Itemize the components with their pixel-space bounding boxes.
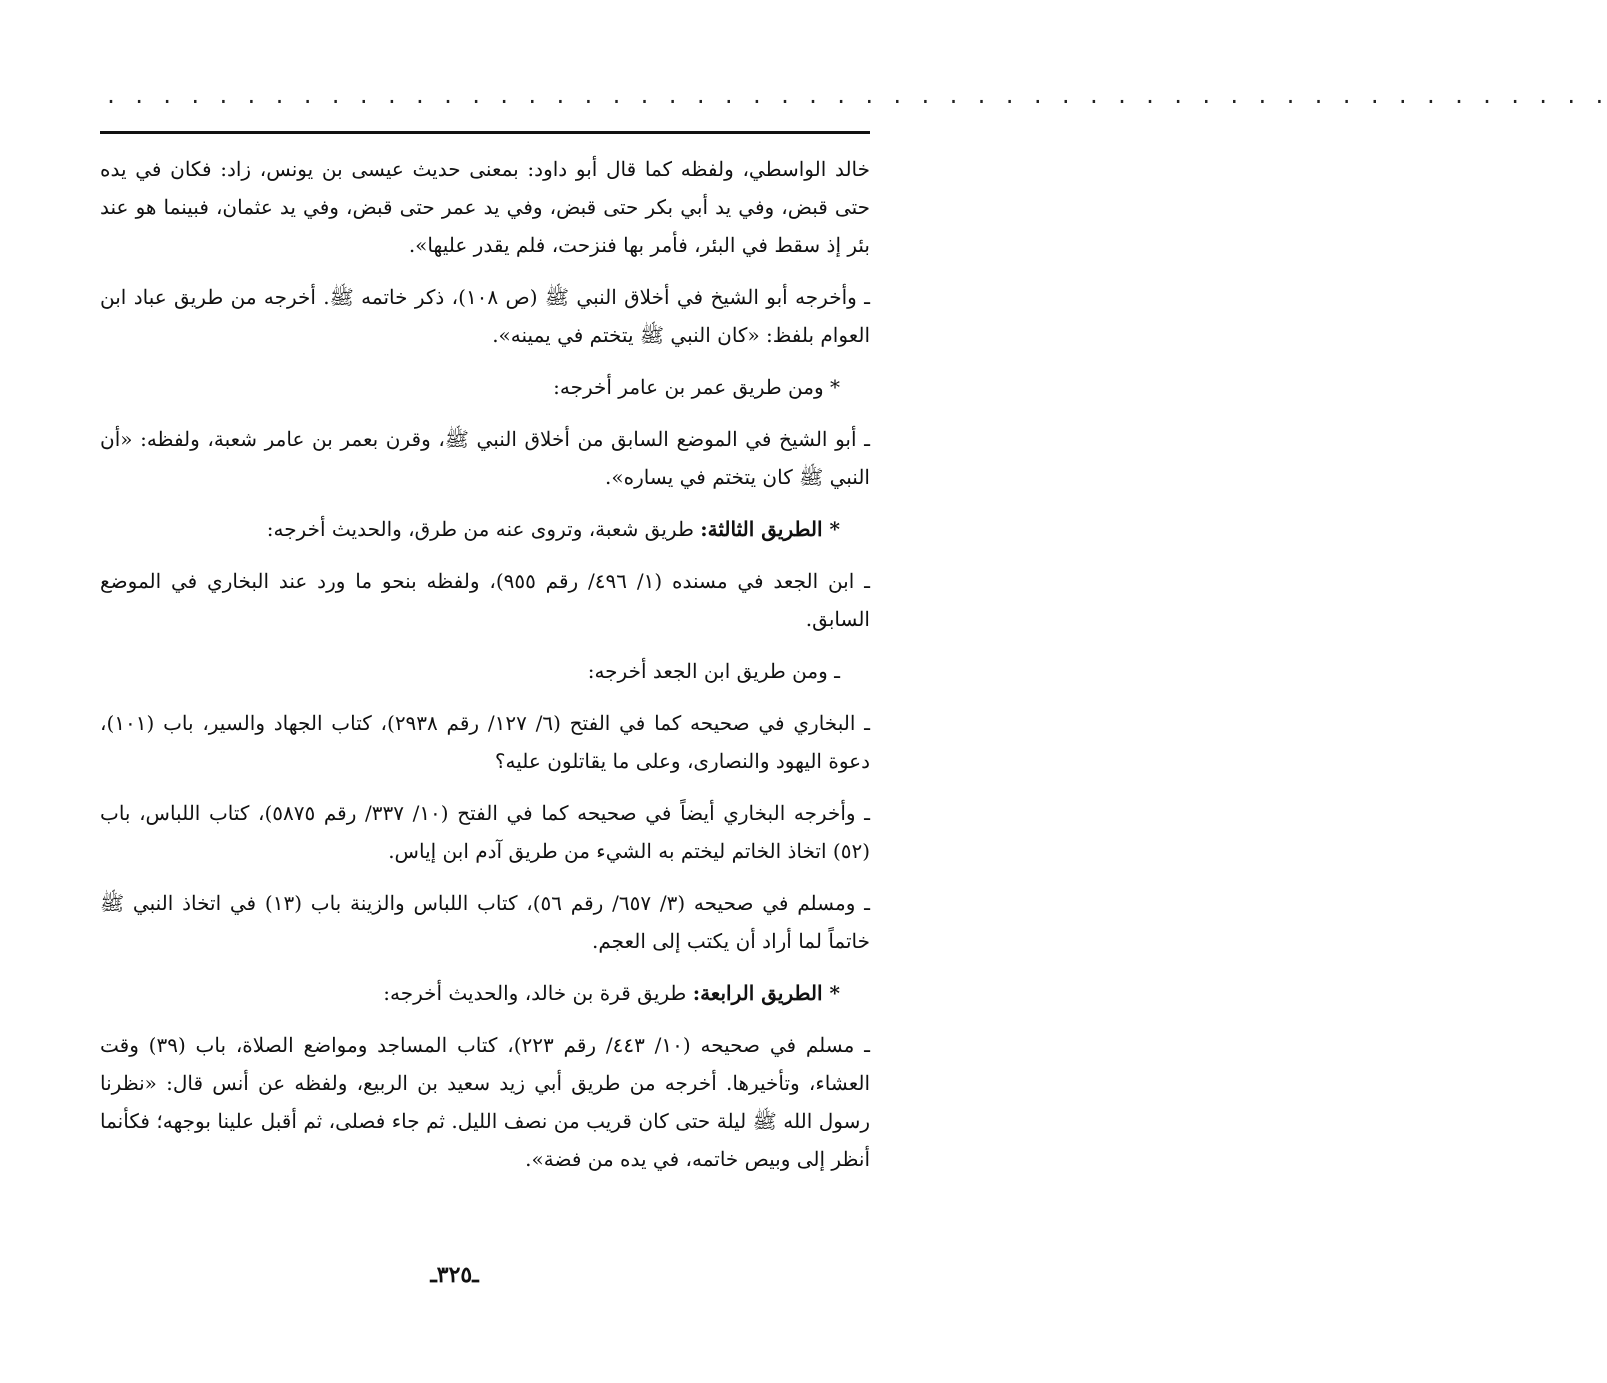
paragraph xyxy=(100,420,870,496)
paragraph-text: ـ مسلم في صحيحه (١٠/ ٤٤٣/ رقم ٢٢٣)، كتاب المساجد ومواضع الصلاة، باب (٣٩) وقت العشاء، وتأخيرها. أخرجه من طريق أبي زيد سعيد بن الربيع، ولفظه عن أنس قال: «نظرنا رسول الله ﷺ ليلة حتى كان قريب من نصف الليل. ثم جاء فصلى، ثم أقبل علينا بوجهه؛ فكأنما أنظر إلى وبيص خاتمه، في يده من فضة». xyxy=(100,1033,870,1171)
paragraph xyxy=(100,278,870,354)
paragraph xyxy=(100,562,870,638)
paragraph-text: * ومن طريق عمر بن عامر أخرجه: xyxy=(553,375,840,399)
section-heading-third-route: * الطريق الثالثة: xyxy=(700,517,840,541)
section-heading-fourth-route: * الطريق الرابعة: xyxy=(692,981,840,1005)
header-dotted-line: . . . . . . . . . . . . . . . . . . . . . . . . . . . . . . . . . . . . . . . . . . . . . . . . . . . . . . xyxy=(105,84,1607,108)
paragraph-text: ـ البخاري في صحيحه كما في الفتح (٦/ ١٢٧/ رقم ٢٩٣٨)، كتاب الجهاد والسير، باب (١٠١)، دعوة اليهود والنصارى، وعلى ما يقاتلون عليه؟ xyxy=(100,711,870,773)
paragraph-text: ـ وأخرجه أبو الشيخ في أخلاق النبي ﷺ (ص ١٠٨)، ذكر خاتمه ﷺ. أخرجه من طريق عباد ابن العوام بلفظ: «كان النبي ﷺ يتختم في يمينه». xyxy=(100,285,870,347)
paragraph-text: ـ أبو الشيخ في الموضع السابق من أخلاق النبي ﷺ، وقرن بعمر بن عامر شعبة، ولفظه: «أن النبي ﷺ كان يتختم في يساره». xyxy=(100,427,870,489)
paragraph xyxy=(100,884,870,960)
paragraph-text: ـ ومسلم في صحيحه (٣/ ٦٥٧/ رقم ٥٦)، كتاب اللباس والزينة باب (١٣) في اتخاذ النبي ﷺ خاتماً لما أراد أن يكتب إلى العجم. xyxy=(100,891,871,953)
paragraph-text: ـ وأخرجه البخاري أيضاً في صحيحه كما في الفتح (١٠/ ٣٣٧/ رقم ٥٨٧٥)، كتاب اللباس، باب (٥٢) اتخاذ الخاتم ليختم به الشيء من طريق آدم ابن إياس. xyxy=(100,801,870,863)
header-rule xyxy=(100,131,870,134)
page-body xyxy=(100,150,870,1192)
paragraph xyxy=(100,510,870,548)
paragraph-text: ـ ابن الجعد في مسنده (١/ ٤٩٦/ رقم ٩٥٥)، ولفظه بنحو ما ورد عند البخاري في الموضع السابق. xyxy=(100,569,870,631)
paragraph xyxy=(100,150,870,264)
paragraph xyxy=(100,652,870,690)
paragraph xyxy=(100,974,870,1012)
paragraph xyxy=(100,704,870,780)
paragraph-text: طريق شعبة، وتروى عنه من طرق، والحديث أخرجه: xyxy=(266,517,701,541)
paragraph xyxy=(100,368,870,406)
paragraph-text: طريق قرة بن خالد، والحديث أخرجه: xyxy=(383,981,693,1005)
page-number: ـ٣٢٥ـ xyxy=(430,1262,479,1288)
paragraph xyxy=(100,1026,870,1178)
paragraph xyxy=(100,794,870,870)
paragraph-text: خالد الواسطي، ولفظه كما قال أبو داود: بمعنى حديث عيسى بن يونس، زاد: فكان في يده حتى قبض، وفي يد أبي بكر حتى قبض، وفي يد عمر حتى قبض، وفي يد عثمان، فبينما هو عند بئر إذ سقط في البئر، فأمر بها فنزحت، فلم يقدر عليها». xyxy=(100,157,870,257)
paragraph-text: ـ ومن طريق ابن الجعد أخرجه: xyxy=(587,659,840,683)
